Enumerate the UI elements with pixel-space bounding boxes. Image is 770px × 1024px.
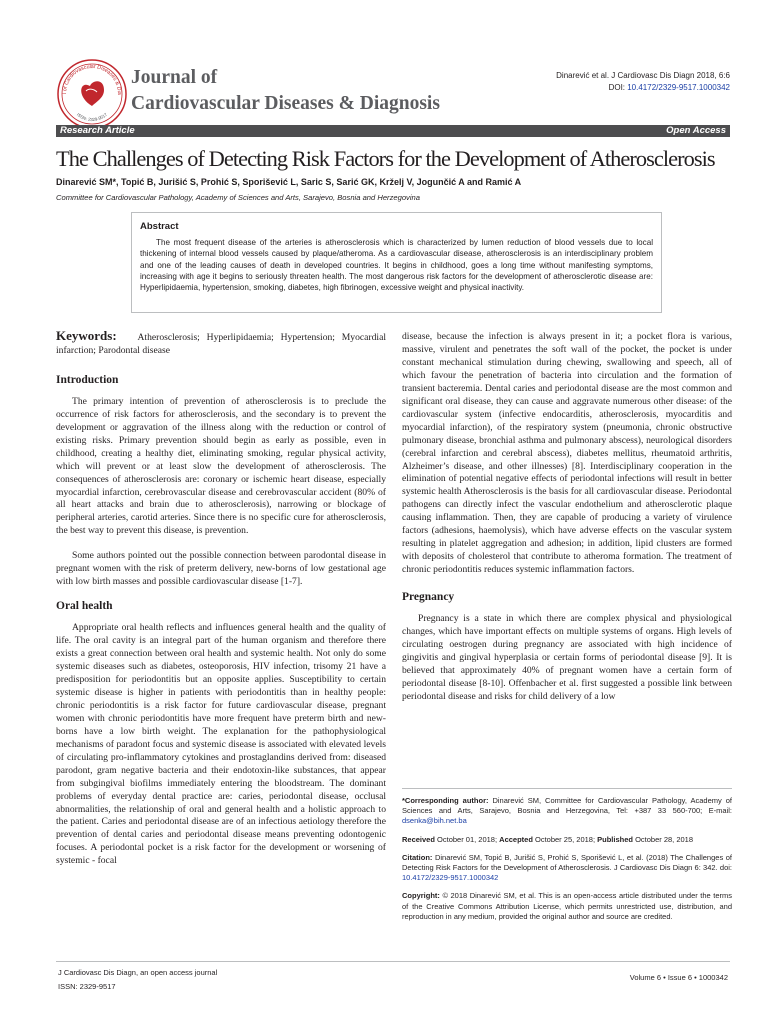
keywords — [56, 330, 386, 358]
pregnancy-heading: Pregnancy — [402, 591, 455, 604]
footer-journal — [58, 966, 217, 994]
email-link[interactable]: dsenka@bih.net.ba — [402, 816, 467, 826]
article-notes — [402, 796, 732, 930]
published-label: Published — [597, 834, 633, 844]
doi-label: DOI: — [608, 83, 628, 92]
author-list: Dinarević SM*, Topić B, Jurišić S, Prohić S, Sporišević L, Saric S, Sarić GK, Krželj V, Jogunčić A and Ramić A — [56, 177, 522, 187]
published-date: October 28, 2018 — [632, 834, 694, 844]
accepted-date: October 25, 2018; — [532, 834, 598, 844]
footer-issn: ISSN: 2329-9517 — [58, 982, 116, 991]
journal-title-line2: Cardiovascular Diseases & Diagnosis — [131, 93, 440, 114]
introduction-paragraph-2: Some authors pointed out the possible connection between parodontal disease in pregnant women with the risk of preterm delivery, new-borns of low gestational age with low birth masses and possible cardiovascular disease [1-7]. — [56, 550, 386, 588]
left-column — [56, 330, 386, 868]
journal-logo — [56, 58, 128, 130]
accepted-label: Accepted — [499, 834, 533, 844]
footer-divider — [56, 961, 730, 962]
abstract-text: The most frequent disease of the arteries is atherosclerosis which is characterized by lumen reduction of blood vessels due to local thickening of internal blood vessels caused by plaque/atheroma. As a cardiovascular disease, atherosclerosis is an interdisciplinary problem and one of the leading causes of death in developed countries. It begins in childhood, goes a long time without manifesting symptoms, increasing with age it begins to seriously threaten health. The most dangerous risk factors for the development of atherosclerotic disease are: Hyperlipidaemia, hypertension, smoking, diabetes, high fibrinogen, excessive weight and physical inactivity. — [140, 238, 653, 293]
doi-link[interactable]: 10.4172/2329-9517.1000342 — [627, 83, 730, 92]
introduction-heading: Introduction — [56, 373, 119, 386]
copyright — [402, 891, 732, 922]
citation — [402, 853, 732, 884]
correspondence — [402, 796, 732, 827]
oral-health-paragraph-continued: disease, because the infection is always present in it; a pocket flora is various, massive, virulent and penetrates the soft wall of the pocket, the pocket is under constant mechanical stimulation during chewing, swallowing and speech, all of which favour the penetration of bacteria into circulation and the formation of transient bacteremia. Dental caries and periodontal disease are the most common and significant oral disease, they can cause and aggravate numerous other disease: of the cardiovascular system (infective endocarditis, atherosclerosis, myocarditis and myocardial infarction), of the respiratory system (pneumonia, chronic obstructive pulmonary disease, bronchial asthma and pulmonary abscess), neurological disorders (cerebral infarction and cerebral abscess), diabetes mellitus, rheumatoid arthritis, Alzheimer’s disease, and other illnesses) [8]. Interdisciplinary cooperation in the elimination of potential negative effects of periodontal infections will result in better systemic health Atherosclerosis is the basis for all cardiovascular disease. Periodontal pathogens can directly infect the vascular endothelium and atherosclerotic plaque causing inflammation. Then, they are capable of producing a variety of virulence factors (adhesions, haemolysis), which have adverse effects on the vascular system resulting in platelet aggregation and adhesion; in addition, lipid clusters are formed with deposits of cholesterol that contribute to atheroma formation. The treatment of chronic periodontitis reduces systemic inflammation factors. — [402, 331, 732, 576]
received-date: October 01, 2018; — [434, 834, 500, 844]
citation-short: Dinarević et al. J Cardiovasc Dis Diagn 2018, 6:6 — [556, 71, 730, 80]
received-label: Received — [402, 834, 435, 844]
abstract-box — [131, 212, 662, 313]
divider — [402, 788, 732, 789]
copyright-label: Copyright: — [402, 891, 440, 901]
footer-volume: Volume 6 • Issue 6 • 1000342 — [629, 973, 728, 982]
abstract-heading: Abstract — [140, 221, 179, 232]
keywords-label: Keywords: — [56, 328, 117, 343]
keywords-text: Atherosclerosis; Hyperlipidaemia; Hypertension; Myocardial infarction; Parodontal disease — [56, 332, 387, 356]
logo-issn: ISSN: 2329-9517 — [75, 111, 109, 123]
introduction-paragraph-1: The primary intention of prevention of atherosclerosis is to preclude the occurrence of risk factors for atherosclerosis, and the secondary is to prevent the development or aggravation of the illness along with the reduction or control of existing risks. Primary prevention should begin as early as possible, even in childhood, creating a healthy diet, eliminating smoking, regular physical activity, which will prevent or at least slow the development of atherosclerosis. The consequences of atherosclerosis are: coronary or ischemic heart disease, especially myocardial infarction, cerebrovascular disease and cerebrovascular accident (80% of all heart attacks and brain due to atherosclerosis), narrowing or blockage of peripheral arteries, carotid arteries. Since there is no specific cure for atherosclerosis, the best way to prevent this disease, is prevention. — [56, 395, 386, 537]
oral-health-heading: Oral health — [56, 600, 113, 613]
article-type: Research Article — [60, 125, 135, 136]
copyright-text: © 2018 Dinarević SM, et al. This is an open-access article distributed under the terms of the Creative Commons Attribution License, which permits unrestricted use, distribution, and reproduction in any medium, provided the original author and source are credited. — [402, 891, 732, 921]
open-access-label: Open Access — [666, 125, 726, 136]
citation-doi-link[interactable]: 10.4172/2329-9517.1000342 — [402, 873, 499, 883]
citation-label: Citation: — [402, 852, 433, 862]
article-type-bar — [56, 125, 730, 137]
citation-text: Dinarević SM, Topić B, Jurišić S, Prohić S, Sporišević L, et al. (2018) The Challenges of Detecting Risk Factors for the Development of Atherosclerosis. J Cardiovasc Dis Diagn 6: 342. doi: — [402, 852, 732, 873]
affiliation: Committee for Cardiovascular Pathology, Academy of Sciences and Arts, Sarajevo, Bosnia and Herzegovina — [56, 193, 420, 202]
paper-title: The Challenges of Detecting Risk Factors for the Development of Atherosclerosis — [56, 146, 715, 171]
journal-title — [131, 66, 440, 116]
footer-journal-name: J Cardiovasc Dis Diagn, an open access journal — [58, 968, 218, 977]
header-citation — [556, 70, 730, 94]
journal-title-line1: Journal of — [131, 67, 218, 88]
correspondence-text: Dinarević SM, Committee for Cardiovascular Pathology, Academy of Sciences and Arts, Sarajevo, Bosnia and Herzegovina, Tel: +387 33 560-700; E-mail: — [402, 796, 732, 816]
correspondence-label: *Corresponding author: — [402, 796, 489, 805]
oral-health-paragraph-1: Appropriate oral health reflects and influences general health and the quality of life. The oral cavity is an integral part of the human organism and therefore there exists a great connection between oral health and systemic health. Not only do some systemic diseases such as diabetes, osteoporosis, HIV infection, trisomy 21 have a predisposition for periodontitis but an opposite applies. Susceptibility to certain systemic disease is higher in patients with periodontitis than in healthy people: chronic periodontitis is a risk factor for future cardiovascular disease, pregnant women with chronic periodontitis have more frequent have preterm birth and new-borns have a low birth weight. The explanation for the pathophysiological mechanisms of paradont focus and systemic disease is associated with elevated levels of circulating pro-inflammatory cytokines and prostaglandins derived from: diseased parodont, gram negative bacteria and their endotoxin-like substances, that appear from subgingival biofilms immediately entering the bloodstream. The dominant problems of everyday dental practice are: caries, periodontal disease, occlusal abnormalities, the relationship of oral and general health and a holistic approach to the patient. Caries and periodontal disease are of an infectious aetiology therefore the prevention of dental caries and periodontal disease means preventing odontogenic focuses. A periodontal pocket is a risk factor for the development or worsening of systemic - focal — [56, 622, 386, 867]
right-column — [402, 331, 732, 704]
dates — [402, 835, 732, 845]
pregnancy-paragraph-1: Pregnancy is a state in which there are complex physical and physiological changes, which have important effects on multiple systems of organs. High levels of circulating oestrogen during pregnancy are associated with high incidence of gingivitis and gingival hyperplasia or certain forms of periodontal disease [9]. It is believed that approximately 40% of pregnant women have a certain form of periodontal disease [8-10]. Offenbacher et al. first suggested a possible link between periodontal disease and risks for child delivery of a low — [402, 613, 732, 702]
logo-ring-text: l of Cardiovascular Diseases & Dia — [61, 63, 123, 95]
